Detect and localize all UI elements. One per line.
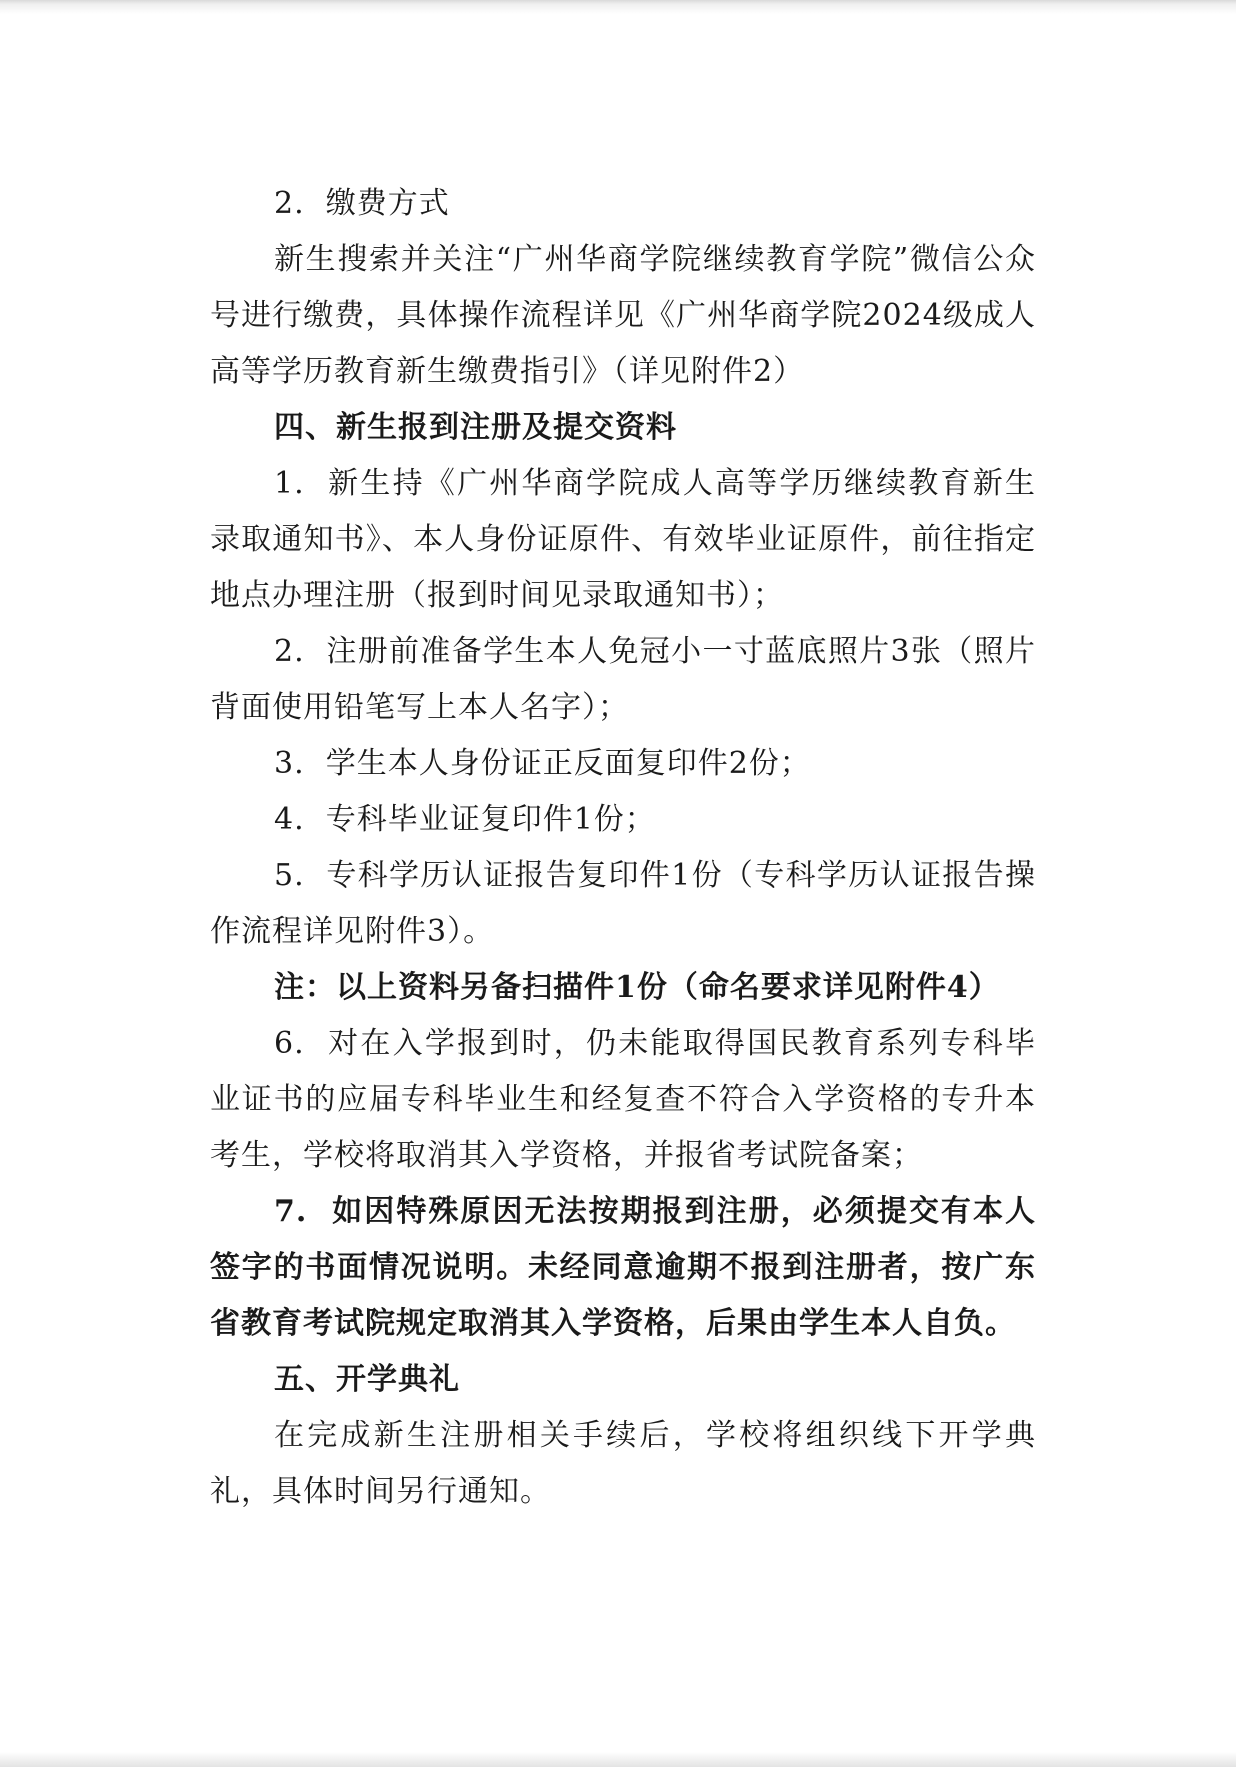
section-heading-opening-ceremony: 五、开学典礼 <box>274 1362 460 1397</box>
paragraph-payment-instructions: 新生搜索并关注“广州华商学院继续教育学院”微信公众号进行缴费，具体操作流程详见《广州华商学院2024级成人高等学历教育新生缴费指引》（详见附件2） <box>210 242 1036 389</box>
section-heading-registration: 四、新生报到注册及提交资料 <box>274 410 677 445</box>
list-item-1: 1. 新生持《广州华商学院成人高等学历继续教育新生录取通知书》、本人身份证原件、有效毕业证原件，前往指定地点办理注册（报到时间见录取通知书）； <box>210 466 1036 613</box>
list-item-6: 6. 对在入学报到时，仍未能取得国民教育系列专科毕业证书的应届专科毕业生和经复查不符合入学资格的专升本考生，学校将取消其入学资格，并报省考试院备案； <box>210 1026 1036 1173</box>
list-item-5: 5. 专科学历认证报告复印件1份（专科学历认证报告操作流程详见附件3）。 <box>210 858 1036 949</box>
list-item-2: 2. 注册前准备学生本人免冠小一寸蓝底照片3张（照片背面使用铅笔写上本人名字）； <box>210 634 1036 725</box>
document-page <box>210 176 1036 1520</box>
list-item-3: 3. 学生本人身份证正反面复印件2份； <box>274 746 811 781</box>
scan-edge-top <box>0 0 1236 14</box>
note-scan-copy: 注：以上资料另备扫描件1份（命名要求详见附件4） <box>274 970 1000 1005</box>
subheading-payment-method: 2. 缴费方式 <box>274 186 450 221</box>
list-item-4: 4. 专科毕业证复印件1份； <box>274 802 656 837</box>
paragraph-opening-ceremony: 在完成新生注册相关手续后，学校将组织线下开学典礼，具体时间另行通知。 <box>210 1418 1036 1509</box>
list-item-7-warning: 7. 如因特殊原因无法按期报到注册，必须提交有本人签字的书面情况说明。未经同意逾期不报到注册者，按广东省教育考试院规定取消其入学资格，后果由学生本人自负。 <box>210 1194 1036 1341</box>
scan-edge-bottom <box>0 1752 1236 1767</box>
